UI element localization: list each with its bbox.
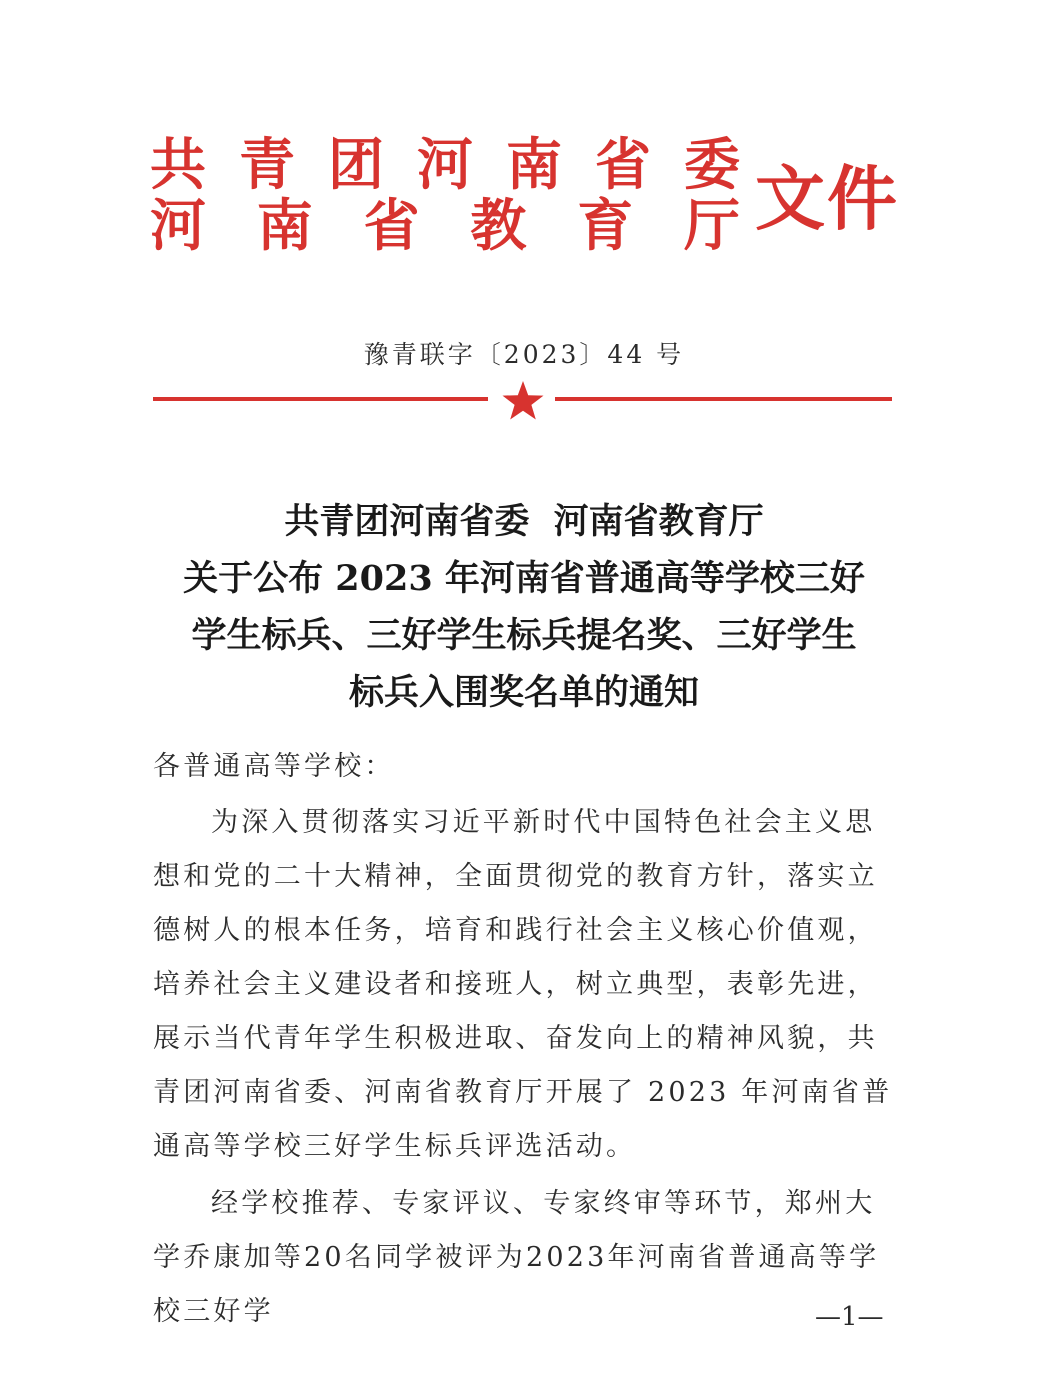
issuer-char: 省 [595,132,651,198]
issuer-char: 省 [363,193,420,259]
salutation: 各普通高等学校： [153,751,395,782]
issuer-char: 南 [256,193,313,259]
red-divider-right [555,397,892,401]
issuer-char: 教 [470,193,527,259]
issuer-char: 河 [150,193,206,259]
body-paragraph: 经学校推荐、专家评议、专家终审等环节，郑州大学乔康加等20名同学被评为2023年河南省普通高等学校三好学 [153,1188,880,1327]
issuer-char: 青 [239,132,295,198]
masthead [0,0,1048,300]
title-line: 标兵入围奖名单的通知 [348,672,699,713]
document-title [140,493,908,721]
issuer-line-1 [150,132,740,198]
issuer-char: 河 [417,132,473,198]
body-paragraph: 为深入贯彻落实习近平新时代中国特色社会主义思想和党的二十大精神，全面贯彻党的教育方针，落实立德树人的根本任务，培育和践行社会主义核心价值观，培养社会主义建设者和接班人，树立典型，表彰先进，展示当代青年学生积极进取、奋发向上的精神风貌，共青团河南省委、河南省教育厅开展了 2023 年河南省普通高等学校三好学生标兵评选活动。 [153,807,893,1162]
issuer-char: 厅 [683,193,740,259]
issuer-char: 委 [684,132,740,198]
document-number: 豫青联字〔2023〕44 号 [363,340,685,369]
document-type-label: 文件 [755,157,899,240]
issuer-char: 南 [506,132,562,198]
title-line: 学生标兵、三好学生标兵提名奖、三好学生 [191,615,857,656]
issuer-char: 团 [328,132,384,198]
page-number: —1— [815,1302,884,1332]
red-star-icon [501,380,545,420]
issuer-line-2 [150,193,740,259]
title-line: 共青团河南省委 河南省教育厅 [284,501,764,542]
title-line: 关于公布 2023 年河南省普通高等学校三好 [183,558,865,599]
issuer-char: 共 [150,132,206,198]
issuer-char: 育 [577,193,634,259]
red-divider-left [153,397,488,401]
